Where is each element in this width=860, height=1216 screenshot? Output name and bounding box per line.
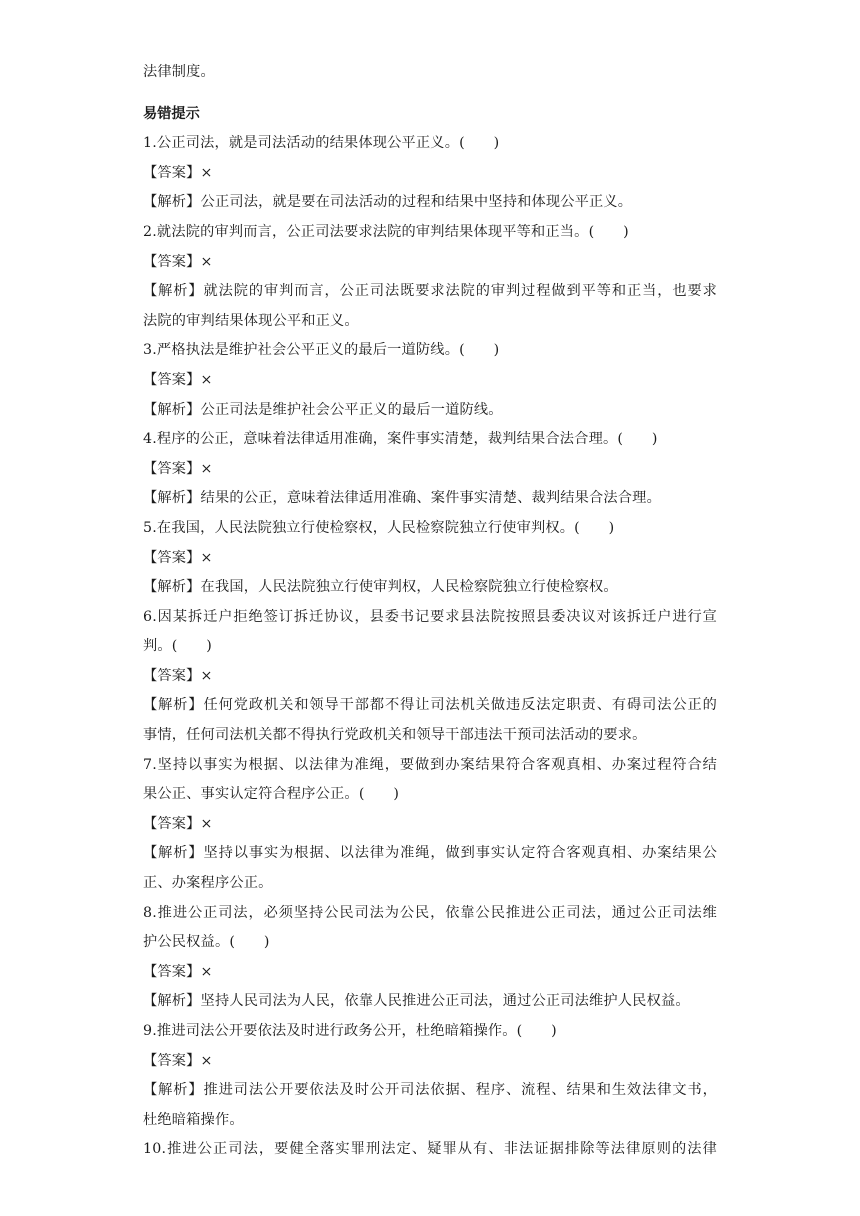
text-line: 8.推进公正司法，必须坚持公民司法为公民，依靠公民推进公正司法，通过公正司法维 (143, 904, 717, 921)
text-line: 【解析】在我国，人民法院独立行使审判权，人民检察院独立行使检察权。 (143, 579, 618, 596)
text-line: 【答案】× (143, 1052, 213, 1069)
text-line: 【答案】× (143, 460, 213, 477)
text-line: 【解析】任何党政机关和领导干部都不得让司法机关做违反法定职责、有碍司法公正的 (143, 697, 717, 714)
text-line: 【解析】推进司法公开要依法及时公开司法依据、程序、流程、结果和生效法律文书， (143, 1082, 717, 1099)
text-line: 【答案】× (143, 667, 213, 684)
intro-tail-text: 法律制度。 (143, 64, 215, 80)
text-line: 1.公正司法，就是司法活动的结果体现公平正义。( ) (143, 135, 500, 152)
document-page (143, 58, 717, 1165)
text-line: 【答案】× (143, 549, 213, 566)
text-line: 2.就法院的审判而言，公正司法要求法院的审判结果体现平等和正当。( ) (143, 223, 629, 240)
text-line: 3.严格执法是维护社会公平正义的最后一道防线。( ) (143, 342, 500, 359)
text-line: 【解析】结果的公正，意味着法律适用准确、案件事实清楚、裁判结果合法合理。 (143, 490, 661, 507)
text-line: 4.程序的公正，意味着法律适用准确，案件事实清楚，裁判结果合法合理。( ) (143, 431, 658, 448)
text-line: 【答案】× (143, 371, 213, 388)
text-line: 【解析】坚持以事实为根据、以法律为准绳，做到事实认定符合客观真相、办案结果公 (143, 845, 717, 862)
text-line: 【答案】× (143, 963, 213, 980)
question-list (143, 129, 717, 1165)
text-line: 判。( ) (143, 638, 213, 655)
text-line: 【答案】× (143, 815, 213, 832)
text-line: 5.在我国，人民法院独立行使检察权，人民检察院独立行使审判权。( ) (143, 519, 615, 536)
text-line: 10.推进公正司法，要健全落实罪刑法定、疑罪从有、非法证据排除等法律原则的法律 (143, 1141, 717, 1158)
text-line: 事情，任何司法机关都不得执行党政机关和领导干部违法干预司法活动的要求。 (143, 727, 647, 744)
text-line: 9.推进司法公开要依法及时进行政务公开，杜绝暗箱操作。( ) (143, 1023, 557, 1039)
text-line: 杜绝暗箱操作。 (143, 1111, 244, 1128)
text-line: 【解析】就法院的审判而言，公正司法既要求法院的审判过程做到平等和正当，也要求 (143, 283, 717, 300)
text-line: 正、办案程序公正。 (143, 875, 273, 892)
text-line: 【解析】公正司法，就是要在司法活动的过程和结果中坚持和体现公平正义。 (143, 194, 633, 211)
text-line: 【答案】× (143, 164, 213, 181)
text-line: 【解析】坚持人民司法为人民，依靠人民推进公正司法，通过公正司法维护人民权益。 (143, 993, 690, 1010)
text-line: 法院的审判结果体现公平和正义。 (143, 312, 359, 329)
text-line: 【解析】公正司法是维护社会公平正义的最后一道防线。 (143, 401, 503, 418)
text-line: 果公正、事实认定符合程序公正。( ) (143, 786, 400, 803)
text-line: 护公民权益。( ) (143, 934, 270, 951)
text-line: 6.因某拆迁户拒绝签订拆迁协议，县委书记要求县法院按照县委决议对该拆迁户进行宣 (143, 608, 717, 625)
section-title: 易错提示 (143, 105, 200, 122)
text-line: 【答案】× (143, 253, 213, 270)
text-line: 7.坚持以事实为根据、以法律为准绳，要做到办案结果符合客观真相、办案过程符合结 (143, 756, 717, 773)
